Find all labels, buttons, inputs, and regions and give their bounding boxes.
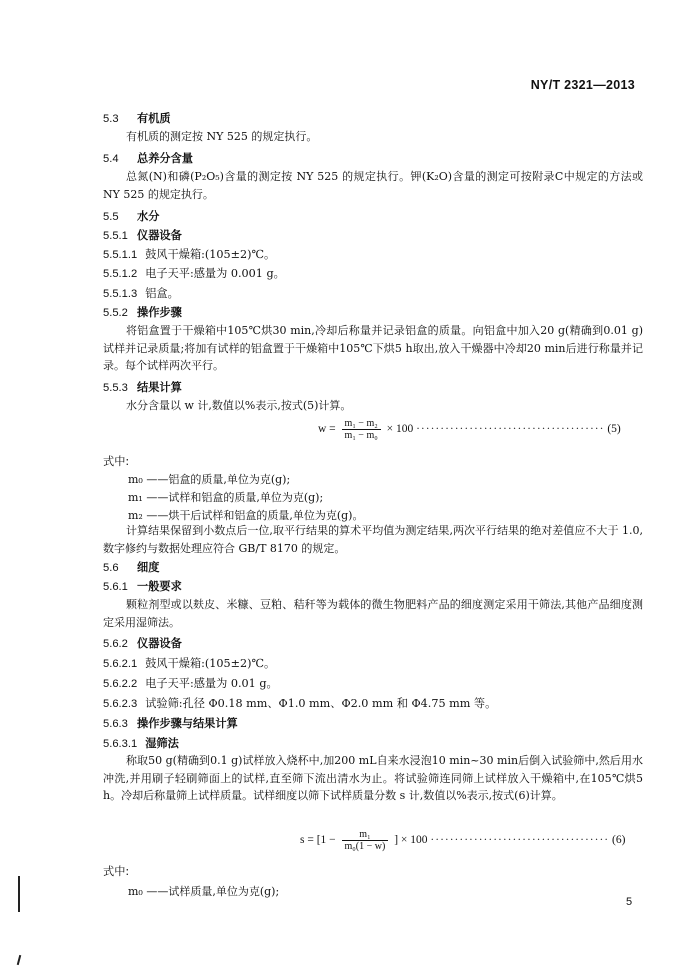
section-5-6-2-heading: [103, 636, 182, 652]
formula-leader-dots: ·······································: [416, 423, 605, 436]
fraction-numerator: m₁: [342, 829, 389, 841]
variable-definition-m2: m₂ ——烘干后试样和铝盒的质量,单位为克(g)。: [128, 509, 364, 522]
section-5-5-2-body: 将铝盒置于干燥箱中105℃烘30 min,冷却后称量并记录铝盒的质量。向铝盒中加入20 g(精确到0.01 g)试样并记录质量;将加有试样的铝盒置于干燥箱中105℃下烘5 h取出,放入干燥器中冷却20 min后进行称量并记录。每个试样两次平行。: [103, 324, 643, 372]
page-number: 5: [626, 896, 633, 908]
result-note: 计算结果保留到小数点后一位,取平行结果的算术平均值为测定结果,两次平行结果的绝对差值应不大于 1.0,数字修约与数据处理应符合 GB/T 8170 的规定。: [103, 524, 643, 555]
item-number: 5.6.2.2: [103, 678, 138, 690]
item-number: 5.5.1.1: [103, 249, 138, 261]
section-number: 5.5: [103, 211, 119, 223]
item-5-5-1-3: [103, 286, 179, 302]
item-5-5-1-2: [103, 266, 285, 282]
item-text: 电子天平:感量为 0.01 g。: [145, 677, 278, 690]
item-text: 鼓风干燥箱:(105±2)℃。: [145, 657, 276, 670]
section-5-3-body: 有机质的测定按 NY 525 的规定执行。: [126, 130, 318, 143]
item-text: 试验筛:孔径 Φ0.18 mm、Φ1.0 mm、Φ2.0 mm 和 Φ4.75 mm 等。: [145, 697, 497, 710]
section-title: 水分: [137, 210, 160, 223]
section-5-6-3-1-heading: [103, 736, 179, 752]
variable-definition-m0: m₀ ——铝盒的质量,单位为克(g);: [128, 473, 291, 486]
item-text: 电子天平:感量为 0.001 g。: [145, 267, 285, 280]
equation-number: (6): [611, 834, 626, 847]
formula-fraction: [342, 418, 381, 441]
section-number: 5.6.1: [103, 581, 128, 593]
item-5-6-2-1: [103, 656, 275, 672]
section-title: 总养分含量: [137, 152, 193, 165]
formula-leader-dots: ·····································: [430, 834, 610, 847]
section-number: 5.5.1: [103, 230, 128, 242]
scan-edge-mark: [18, 876, 20, 912]
item-text: 鼓风干燥箱:(105±2)℃。: [145, 248, 276, 261]
section-5-5-3-body: 水分含量以 w 计,数值以%表示,按式(5)计算。: [126, 399, 352, 412]
formula-6: [300, 829, 625, 852]
standard-code: NY/T 2321—2013: [530, 78, 635, 92]
item-number: 5.5.1.3: [103, 288, 138, 300]
section-5-3-heading: [103, 111, 171, 127]
section-5-5-3-heading: [103, 380, 182, 396]
formula-tail: ] × 100: [394, 834, 428, 847]
variable-definition-m1: m₁ ——试样和铝盒的质量,单位为克(g);: [128, 491, 324, 504]
fraction-denominator: m₁ − m₀: [344, 430, 378, 441]
fraction-numerator: m₁ − m₂: [342, 418, 381, 430]
section-number: 5.5.2: [103, 307, 128, 319]
formula-tail: × 100: [386, 423, 414, 436]
section-number: 5.6.3.1: [103, 738, 138, 750]
fraction-denominator: m₀(1 − w): [344, 841, 386, 852]
section-5-6-1-heading: [103, 579, 182, 595]
item-5-6-2-2: [103, 676, 278, 692]
section-title: 一般要求: [137, 580, 182, 593]
section-5-6-1-body: 颗粒剂型或以麸皮、米糠、豆粕、秸秆等为载体的微生物肥料产品的细度测定采用干筛法,其他产品细度测定采用湿筛法。: [103, 598, 643, 629]
item-number: 5.6.2.3: [103, 698, 138, 710]
section-5-6-3-1-body: 称取50 g(精确到0.1 g)试样放入烧杯中,加200 mL自来水浸泡10 min~30 min后倒入试验筛中,然后用水冲洗,并用刷子轻刷筛面上的试样,直至筛下流出清水为止。将试验筛连同筛上试样放入干燥箱中,在105℃烘5 h。冷却后称量筛上试样质量。试样细度以筛下试样质量分数 s 计,数值以%表示,按式(6)计算。: [103, 754, 643, 802]
section-number: 5.6.2: [103, 638, 128, 650]
section-title: 有机质: [137, 112, 171, 125]
section-title: 结果计算: [137, 381, 182, 394]
section-5-4-heading: [103, 151, 193, 167]
formula-fraction: [342, 829, 389, 852]
section-title: 细度: [137, 561, 160, 574]
scan-edge-mark: [17, 955, 22, 965]
section-5-6-3-heading: [103, 716, 238, 732]
section-number: 5.4: [103, 153, 119, 165]
item-5-6-2-3: [103, 696, 496, 712]
section-5-6-heading: [103, 560, 159, 576]
section-title: 仪器设备: [137, 637, 182, 650]
section-number: 5.5.3: [103, 382, 128, 394]
section-number: 5.6: [103, 562, 119, 574]
section-title: 湿筛法: [145, 737, 179, 750]
section-5-4-body: 总氮(N)和磷(P₂O₅)含量的测定按 NY 525 的规定执行。钾(K₂O)含量的测定可按附录C中规定的方法或 NY 525 的规定执行。: [103, 170, 643, 201]
formula-lhs: s = [1 −: [300, 834, 336, 847]
section-number: 5.6.3: [103, 718, 128, 730]
where-label: 式中:: [103, 865, 130, 878]
item-number: 5.6.2.1: [103, 658, 138, 670]
where-label: 式中:: [103, 455, 130, 468]
item-number: 5.5.1.2: [103, 268, 138, 280]
section-5-5-heading: [103, 209, 159, 225]
equation-number: (5): [607, 423, 621, 436]
formula-5: [318, 418, 621, 441]
section-number: 5.3: [103, 113, 119, 125]
item-5-5-1-1: [103, 247, 275, 263]
formula-lhs: w =: [318, 423, 336, 436]
section-title: 仪器设备: [137, 229, 182, 242]
variable-definition-m0: m₀ ——试样质量,单位为克(g);: [128, 885, 280, 898]
section-5-5-2-heading: [103, 305, 182, 321]
item-text: 铝盒。: [145, 287, 179, 300]
section-title: 操作步骤: [137, 306, 182, 319]
section-5-5-1-heading: [103, 228, 182, 244]
section-title: 操作步骤与结果计算: [137, 717, 238, 730]
